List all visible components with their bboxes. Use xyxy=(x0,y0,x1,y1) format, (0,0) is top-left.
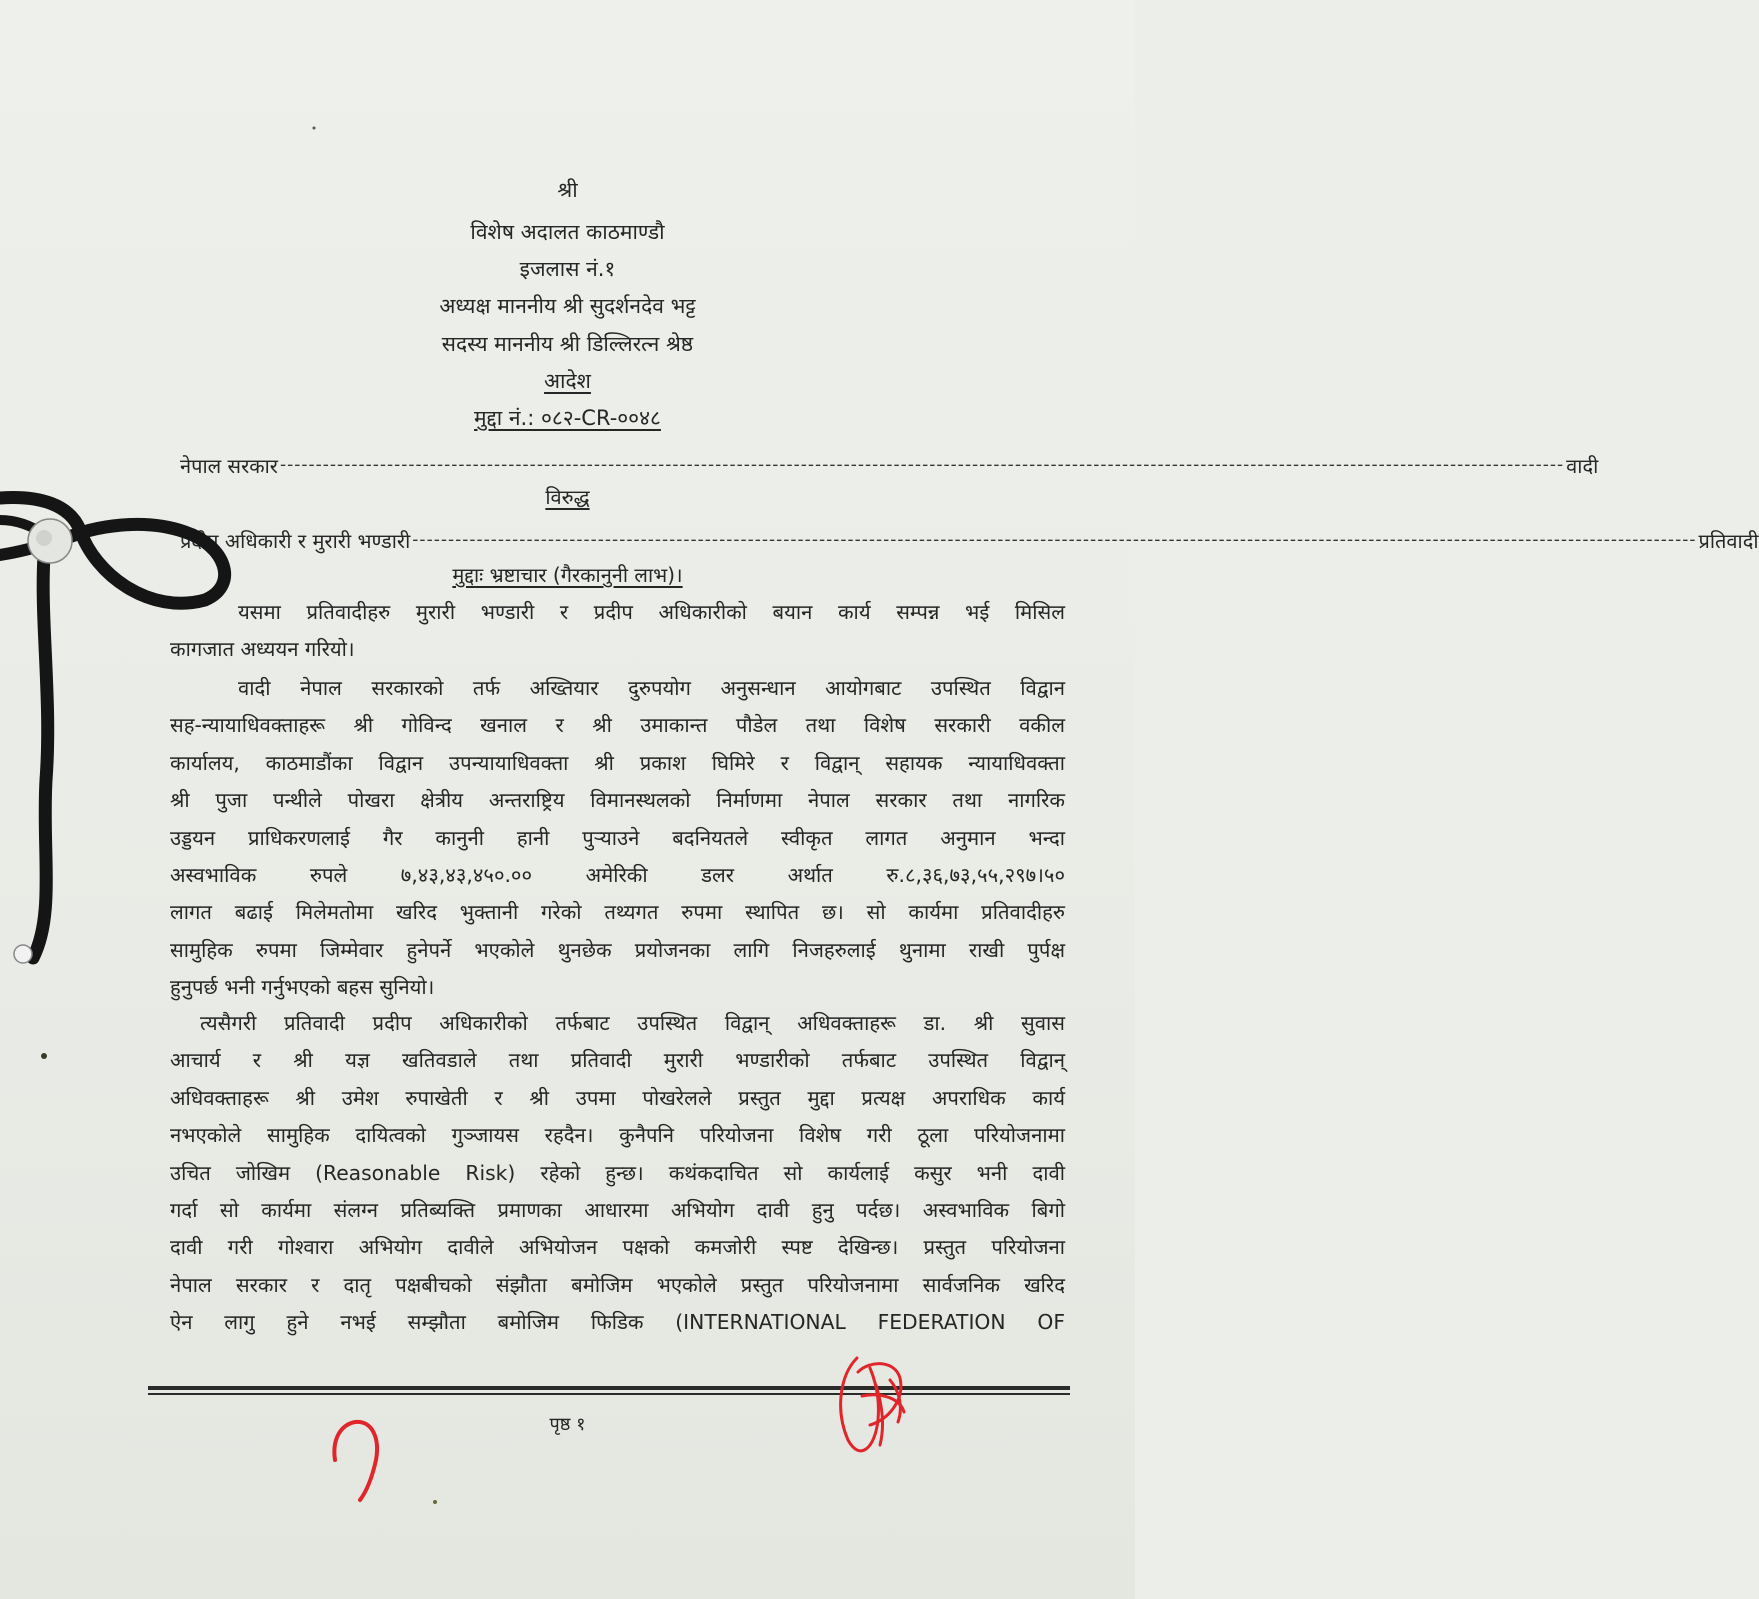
defendant-role: प्रतिवादी xyxy=(1698,528,1759,553)
text-line: दावी गरी गोश्वारा अभियोग दावीले अभियोजन पक्षको कमजोरी स्पष्ट देखिन्छ। प्रस्तुत परियोजना xyxy=(170,1235,1065,1260)
text-line: कार्यालय, काठमाडौंका विद्वान उपन्यायाधिवक्ता श्री प्रकाश घिमिरे र विद्वान् सहायक न्यायाधिवक्ता xyxy=(170,750,1065,775)
text-line: सह-न्यायाधिवक्ताहरू श्री गोविन्द खनाल र श्री उमाकान्त पौडेल तथा विशेष सरकारी वकील xyxy=(170,713,1065,738)
text-line: गर्दा सो कार्यमा संलग्न प्रतिब्यक्ति प्रमाणका आधारमा अभियोग दावी हुनु पर्दछ। अस्वभाविक बिगो xyxy=(170,1198,1065,1223)
dash-leader: ------------------------------------------------------------------------------------------------------------------------------------------------------------------------------------ xyxy=(279,455,1565,475)
bench-number: इजलास नं.१ xyxy=(519,257,616,281)
text-line: नेपाल सरकार र दातृ पक्षबीचको संझौता बमोजिम भएकोले प्रस्तुत परियोजनामा सार्वजनिक खरिद xyxy=(170,1272,1065,1297)
header-shree: श्री xyxy=(557,178,578,202)
page-number: पृष्ठ १ xyxy=(549,1414,586,1435)
dash-leader: ------------------------------------------------------------------------------------------------------------------------------------------------------------------------------------ xyxy=(412,530,1697,550)
text-line: श्री पुजा पन्थीले पोखरा क्षेत्रीय अन्तराष्ट्रिय विमानस्थलको निर्माणमा नेपाल सरकार तथा नागरिक xyxy=(170,788,1065,813)
plaintiff-name: नेपाल सरकार xyxy=(180,453,278,478)
case-subject: मुद्दाः भ्रष्टाचार (गैरकानुनी लाभ)। xyxy=(452,563,683,587)
bench-member: सदस्य माननीय श्री डिल्लिरत्न श्रेष्ठ xyxy=(441,332,694,356)
plaintiff-role: वादी xyxy=(1566,453,1599,478)
text-line: हुनुपर्छ भनी गर्नुभएको बहस सुनियो। xyxy=(170,975,435,1000)
text-line: त्यसैगरी प्रतिवादी प्रदीप अधिकारीको तर्फबाट उपस्थित विद्वान् अधिवक्ताहरू डा. श्री सुवास xyxy=(200,1011,1065,1035)
text-line: अधिवक्ताहरू श्री उमेश रुपाखेती र श्री उपमा पोखरेलले प्रस्तुत मुद्दा प्रत्यक्ष अपराधिक कार्य xyxy=(170,1085,1065,1110)
text-line: वादी नेपाल सरकारको तर्फ अख्तियार दुरुपयोग अनुसन्धान आयोगबाट उपस्थित विद्वान xyxy=(238,676,1065,700)
defendant-names: प्रदीप अधिकारी र मुरारी भण्डारी xyxy=(180,528,411,553)
text-line: लागत बढाई मिलेमतोमा खरिद भुक्तानी गरेको तथ्यगत रुपमा स्थापित छ। सो कार्यमा प्रतिवादीहरु xyxy=(170,900,1065,925)
text-line: नभएकोले सामुहिक दायित्वको गुञ्जायस रहदैन। कुनैपनि परियोजना विशेष गरी ठूला परियोजनामा xyxy=(170,1123,1065,1148)
text-line: उचित जोखिम (Reasonable Risk) रहेको हुन्छ। कथंकदाचित सो कार्यलाई कसुर भनी दावी xyxy=(170,1160,1065,1185)
text-line: उड्डयन प्राधिकरणलाई गैर कानुनी हानी पुऱ्याउने बदनियतले स्वीकृत लागत अनुमान भन्दा xyxy=(170,825,1065,850)
bench-chair: अध्यक्ष माननीय श्री सुदर्शनदेव भट्ट xyxy=(439,294,696,318)
versus-label: विरुद्ध xyxy=(545,485,590,509)
text-line: ऐन लागु हुने नभई सम्झौता बमोजिम फिडिक (INTERNATIONAL FEDERATION OF xyxy=(170,1310,1065,1335)
text-line: अस्वभाविक रुपले ७,४३,४३,४५०.०० अमेरिकी डलर अर्थात रु.८,३६,७३,५५,२९७।५० xyxy=(170,863,1065,888)
text-line: सामुहिक रुपमा जिम्मेवार हुनेपर्ने भएकोले थुनछेक प्रयोजनका लागि निजहरुलाई थुनामा राखी पुर्पक्ष xyxy=(170,937,1065,962)
case-number: मुद्दा नं.: ०८२-CR-००४८ xyxy=(474,406,661,430)
text-line: कागजात अध्ययन गरियो। xyxy=(170,637,355,662)
text-line: आचार्य र श्री यज्ञ खतिवडाले तथा प्रतिवादी मुरारी भण्डारीको तर्फबाट उपस्थित विद्वान् xyxy=(170,1048,1065,1073)
document-type: आदेश xyxy=(544,369,591,393)
text-line: यसमा प्रतिवादीहरु मुरारी भण्डारी र प्रदीप अधिकारीको बयान कार्य सम्पन्न भई मिसिल xyxy=(238,600,1065,624)
court-name: विशेष अदालत काठमाण्डौ xyxy=(470,220,665,244)
